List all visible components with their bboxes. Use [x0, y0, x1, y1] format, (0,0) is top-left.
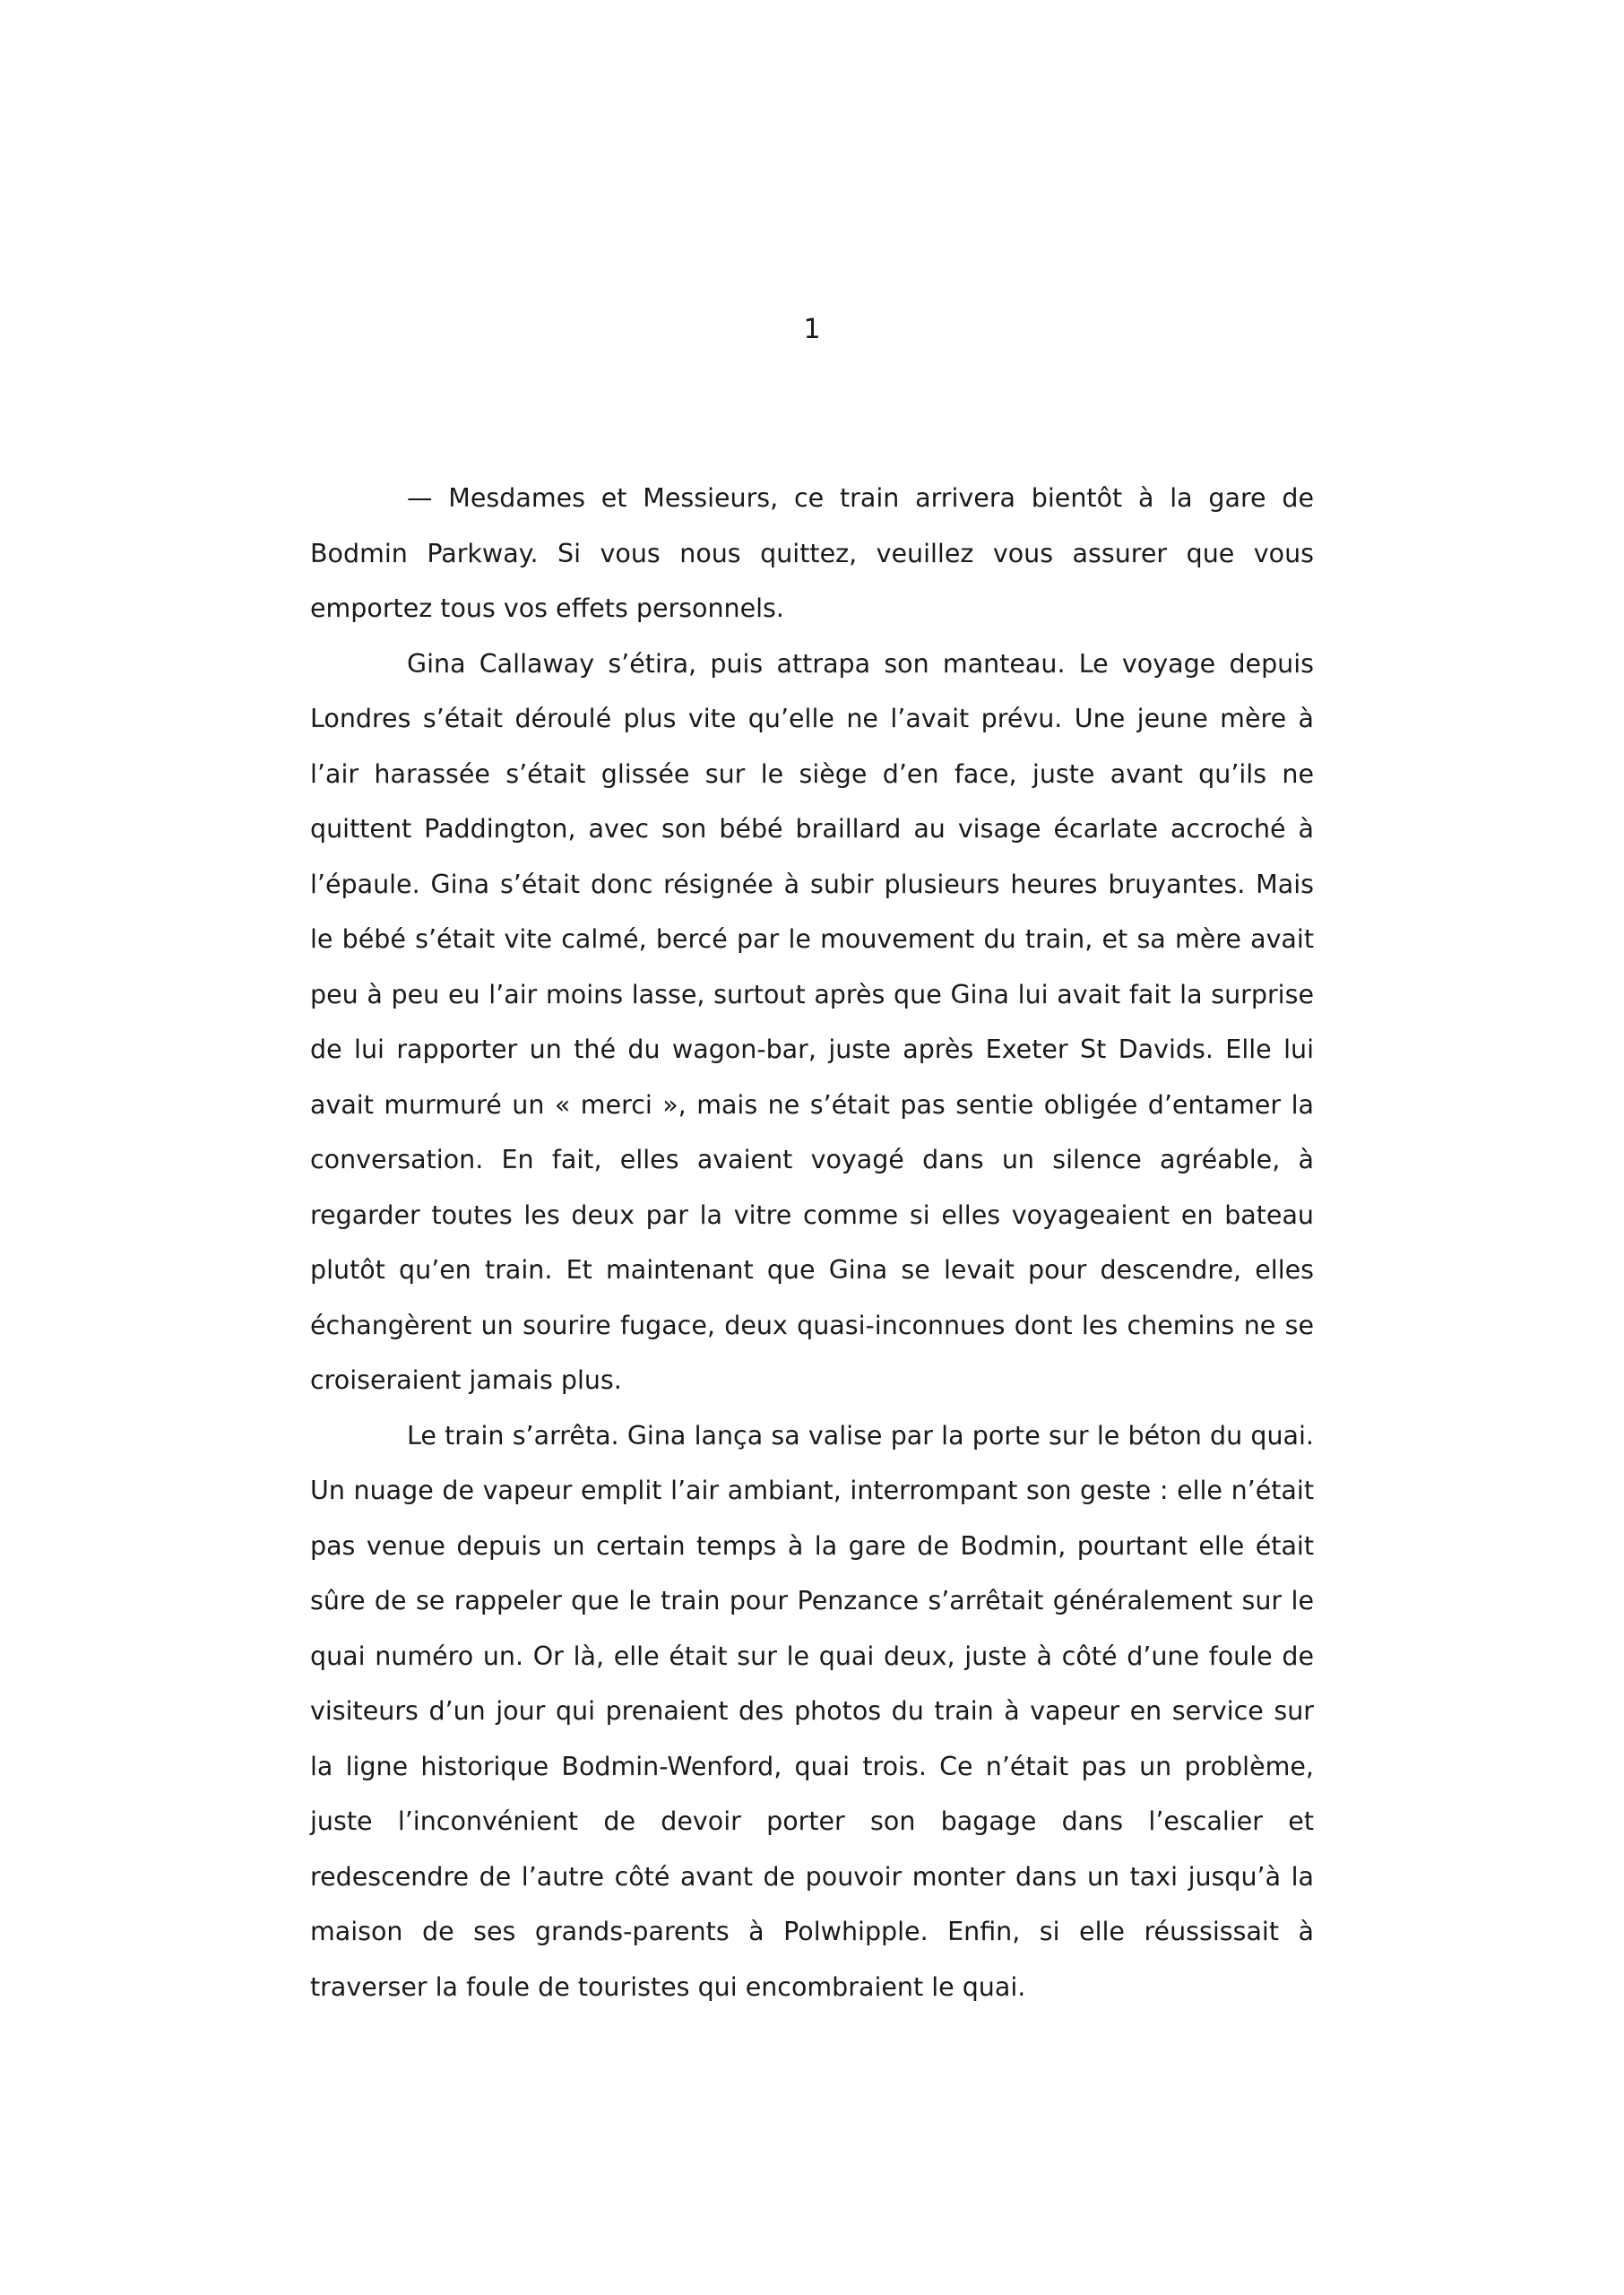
paragraph-announcement: — Mesdames et Messieurs, ce train arrivera bientôt à la gare de Bodmin Parkway. Si vous nous quittez, veuillez vous assurer que vous emportez tous vos effets personnels.	[310, 483, 1314, 623]
paragraph-arrival: Le train s’arrêta. Gina lança sa valise par la porte sur le béton du quai. Un nuage de vapeur emplit l’air ambiant, interrompant son geste : elle n’était pas venue depuis un certain temps à la gare de Bodmin, pourtant elle était sûre de se rappeler que le train pour Penzance s’arrêtait généralement sur le quai numéro un. Or là, elle était sur le quai deux, juste à côté d’une foule de visiteurs d’un jour qui prenaient des photos du train à vapeur en service sur la ligne historique Bodmin-Wenford, quai trois. Ce n’était pas un problème, juste l’inconvénient de devoir porter son bagage dans l’escalier et redescendre de l’autre côté avant de pouvoir monter dans un taxi jusqu’à la maison de ses grands-parents à Polwhipple. Enfin, si elle réussissait à traverser la foule de touristes qui encombraient le quai.	[310, 1420, 1314, 2002]
chapter-number: 1	[803, 314, 821, 345]
body-text	[310, 471, 1314, 2014]
paragraph-journey: Gina Callaway s’étira, puis attrapa son manteau. Le voyage depuis Londres s’était déroulé plus vite qu’elle ne l’avait prévu. Une jeune mère à l’air harassée s’était glissée sur le siège d’en face, juste avant qu’ils ne quittent Paddington, avec son bébé braillard au visage écarlate accroché à l’épaule. Gina s’était donc résignée à subir plusieurs heures bruyantes. Mais le bébé s’était vite calmé, bercé par le mouvement du train, et sa mère avait peu à peu eu l’air moins lasse, surtout après que Gina lui avait fait la surprise de lui rapporter un thé du wagon-bar, juste après Exeter St Davids. Elle lui avait murmuré un « merci », mais ne s’était pas sentie obligée d’entamer la conversation. En fait, elles avaient voyagé dans un silence agréable, à regarder toutes les deux par la vitre comme si elles voyageaient en bateau plutôt qu’en train. Et maintenant que Gina se levait pour descendre, elles échangèrent un sourire fugace, deux quasi-inconnues dont les chemins ne se croiseraient jamais plus.	[310, 648, 1314, 1395]
